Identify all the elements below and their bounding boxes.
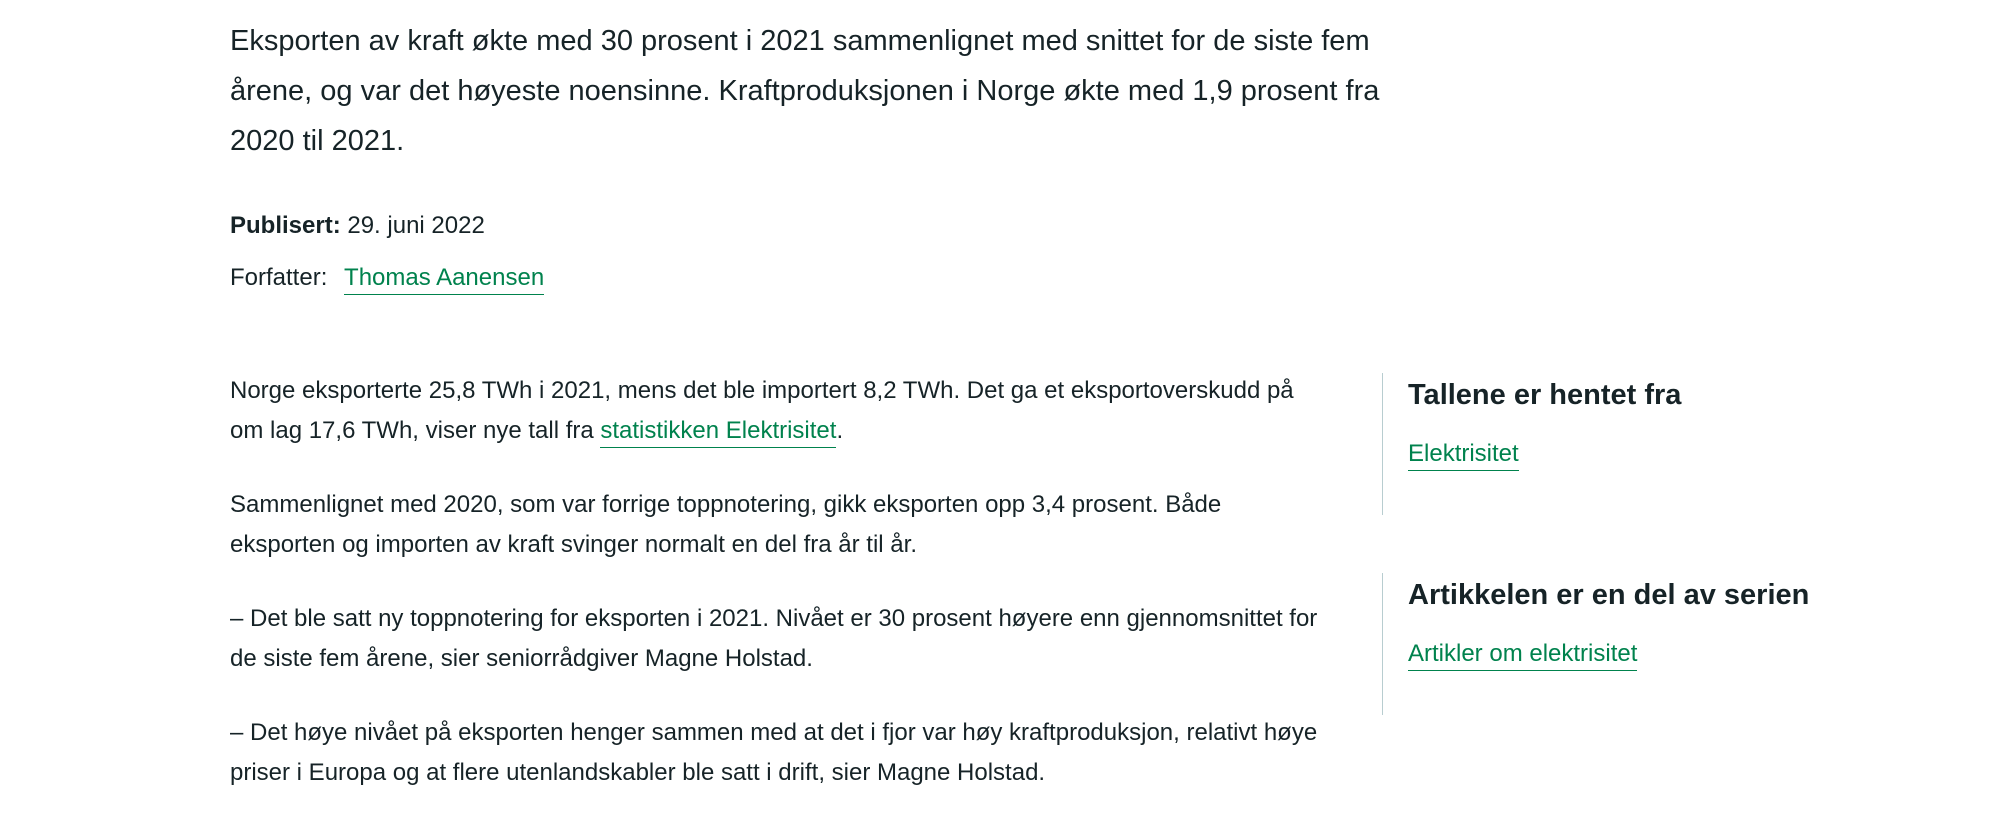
series-box [1382, 573, 1908, 715]
author-line [230, 264, 544, 292]
paragraph-2: Sammenlignet med 2020, som var forrige toppnotering, gikk eksporten opp 3,4 prosent. Både eksporten og importen av kraft svinger normalt en del fra år til år. [230, 491, 1222, 558]
source-link[interactable]: Elektrisitet [1408, 440, 1519, 471]
source-heading: Tallene er hentet fra [1408, 379, 1682, 411]
article-body [230, 371, 1320, 827]
series-link[interactable]: Artikler om elektrisitet [1408, 640, 1637, 671]
source-box [1382, 373, 1908, 515]
paragraph-1 [230, 371, 1320, 451]
published-label: Publisert: [230, 212, 341, 239]
author-link[interactable]: Thomas Aanensen [344, 264, 544, 295]
author-label: Forfatter: [230, 264, 328, 291]
paragraph-4: – Det høye nivået på eksporten henger sammen med at det i fjor var høy kraftproduksjon, relativt høye priser i Europa og at flere utenlandskabler ble satt i drift, sier Magne Holstad. [230, 719, 1318, 786]
published-date: 29. juni 2022 [347, 212, 485, 239]
paragraph-1-end: . [836, 417, 844, 444]
statistics-link[interactable]: statistikken Elektrisitet [600, 417, 836, 448]
paragraph-1-text: Norge eksporterte 25,8 TWh i 2021, mens det ble importert 8,2 TWh. Det ga et eksportoverskudd på om lag 17,6 TWh, viser nye tall fra [230, 377, 1294, 444]
series-heading: Artikkelen er en del av serien [1408, 579, 1810, 611]
paragraph-3: – Det ble satt ny toppnotering for eksporten i 2021. Nivået er 30 prosent høyere enn gjennomsnittet for de siste fem årene, sier seniorrådgiver Magne Holstad. [230, 605, 1318, 672]
article-ingress: Eksporten av kraft økte med 30 prosent i 2021 sammenlignet med snittet for de siste fem årene, og var det høyeste noensinne. Kraftproduksjonen i Norge økte med 1,9 prosent fra 2020 til 2021. [230, 25, 1380, 157]
published-line [230, 212, 485, 240]
